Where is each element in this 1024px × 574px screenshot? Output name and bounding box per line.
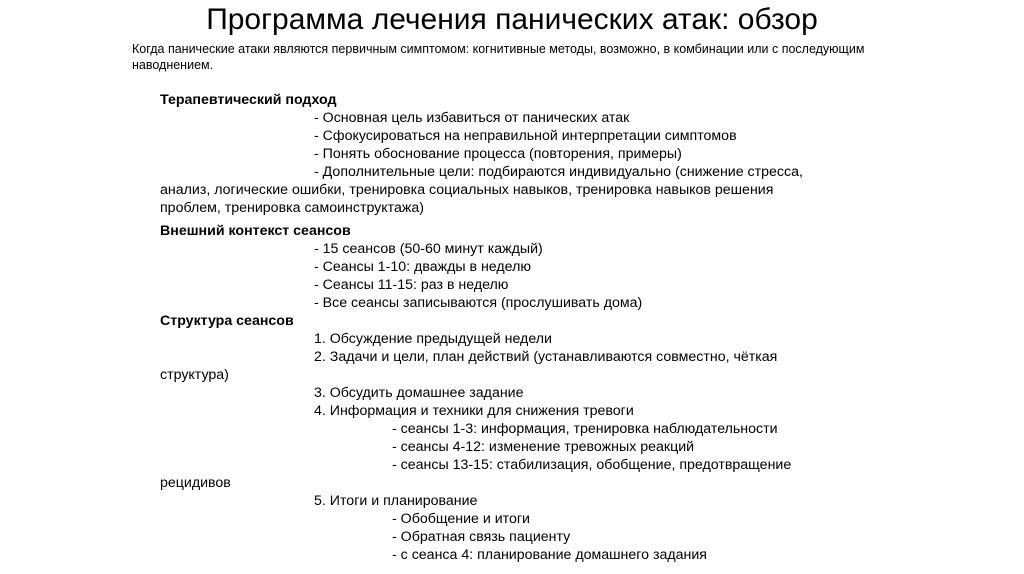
step-3: 3. Обсудить домашнее задание — [314, 385, 524, 401]
bullet-sessions-recorded: - Все сеансы записываются (прослушивать дома) — [314, 295, 643, 311]
substep-summary: - Обобщение и итоги — [392, 511, 530, 527]
slide-subtitle: Когда панические атаки являются первичным симптомом: когнитивные методы, возможно, в комбинации или с последующим наводнением. — [132, 42, 865, 72]
section-heading-external-context: Внешний контекст сеансов — [160, 223, 351, 239]
bullet-sessions-1-10: - Сеансы 1-10: дважды в неделю — [314, 259, 532, 275]
step-4: 4. Информация и техники для снижения тревоги — [314, 403, 634, 419]
bullet-15-sessions: - 15 сеансов (50-60 минут каждый) — [314, 241, 543, 257]
bullet-sessions-11-15: - Сеансы 11-15: раз в неделю — [314, 277, 509, 293]
slide-title: Программа лечения панических атак: обзор — [206, 3, 818, 36]
step-5: 5. Итоги и планирование — [314, 493, 478, 509]
substep-sessions-13-15-cont: рецидивов — [160, 475, 231, 491]
section-heading-session-structure: Структура сеансов — [160, 313, 294, 329]
step-2: 2. Задачи и цели, план действий (устанавливаются совместно, чёткая — [314, 349, 778, 365]
substep-sessions-1-3: - сеансы 1-3: информация, тренировка наблюдательности — [392, 421, 778, 437]
bullet-additional-goals: - Дополнительные цели: подбираются индивидуально (снижение стресса, — [314, 164, 803, 180]
slide-body — [160, 91, 860, 564]
substep-sessions-13-15: - сеансы 13-15: стабилизация, обобщение, предотвращение — [392, 457, 792, 473]
bullet-additional-goals-cont-2: проблем, тренировка самоинструктажа) — [160, 200, 424, 216]
substep-sessions-4-12: - сеансы 4-12: изменение тревожных реакций — [392, 439, 695, 455]
step-1: 1. Обсуждение предыдущей недели — [314, 331, 552, 347]
substep-feedback: - Обратная связь пациенту — [392, 529, 571, 545]
substep-homework-planning: - с сеанса 4: планирование домашнего задания — [392, 547, 707, 563]
bullet-rationale: - Понять обоснование процесса (повторения, примеры) — [314, 146, 682, 162]
bullet-focus: - Сфокусироваться на неправильной интерпретации симптомов — [314, 128, 737, 144]
bullet-additional-goals-cont-1: анализ, логические ошибки, тренировка социальных навыков, тренировка навыков решения — [160, 182, 774, 198]
step-2-cont: структура) — [160, 367, 229, 383]
section-heading-therapeutic-approach: Терапевтический подход — [160, 92, 337, 108]
bullet-main-goal: - Основная цель избавиться от панических атак — [314, 110, 630, 126]
